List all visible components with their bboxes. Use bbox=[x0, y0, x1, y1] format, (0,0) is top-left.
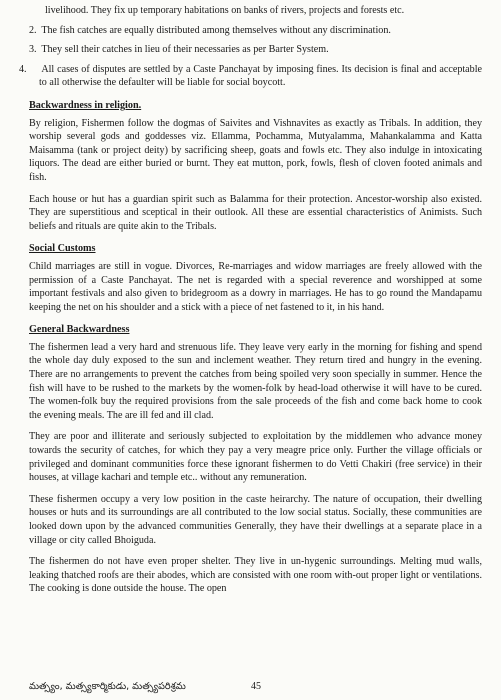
paragraph: Each house or hut has a guardian spirit such as Balamma for their protection. Ancestor-worship also existed. They are superstitious and sceptical in their outlook. All these are essential characteristics of Animists. Such beliefs and rituals are quite akin to the Tribals. bbox=[29, 193, 482, 232]
list-text: All cases of disputes are settled by a Caste Panchayat by imposing fines. Its decision is final and acceptable to all otherwise the defaulter will be liable for social boycott. bbox=[39, 63, 482, 89]
list-number: 3. bbox=[29, 44, 37, 56]
list-item bbox=[29, 43, 482, 57]
paragraph: They are poor and illiterate and seriously subjected to exploitation by the middlemen who advance money towards the security of catches, for which they pay a very meagre price only. Further the village officials or privileged and dominant communities force these ignorant fishermen to do Vetti Chakiri (free service) in their houses, at village kachari and temple etc.. without any remuneration. bbox=[29, 431, 482, 484]
continuation-text: livelihood. They fix up temporary habitations on banks of rivers, projects and forests etc. bbox=[45, 5, 405, 16]
section-heading-social-customs: Social Customs bbox=[29, 243, 96, 255]
list-item bbox=[29, 24, 482, 38]
list-text: They sell their catches in lieu of their necessaries as per Barter System. bbox=[41, 44, 329, 56]
page-footer bbox=[29, 680, 482, 694]
paragraph: By religion, Fishermen follow the dogmas of Saivites and Vishnavites as exactly as Tribals. In addition, they worship several gods and goddesses viz. Ellamma, Pochamma, Mutyalamma, Mahankalamma and Katta Maisamma (tank or project deity) by sacrificing sheep, goats and fowls etc. They also indulge in intoxicating liquors. The dead are either buried or burnt. They eat mutton, pork, fowls, flesh of cloven footed animals and fish. bbox=[29, 117, 482, 183]
list-item bbox=[19, 63, 482, 90]
footer-title: మత్స్యం, మత్స్యకార్మికుడు, మత్స్యపరిశ్రమ bbox=[29, 681, 186, 692]
paragraph: These fishermen occupy a very low position in the caste heirarchy. The nature of occupation, their dwelling houses or huts and its surroundings are all contributed to the low social status. Socially, these communities are looked down upon by the advanced communities Generally, they have their dwellings at a separate place in a village or city called Bhoiguda. bbox=[29, 493, 482, 546]
list-number: 2. bbox=[29, 24, 37, 36]
section-heading-general-backwardness: General Backwardness bbox=[29, 324, 130, 336]
paragraph: The fishermen do not have even proper shelter. They live in un-hygenic surroundings. Melting mud walls, leaking thatched roofs are their abodes, which are consisted with one room with-out proper light or ventilations. The cooking is done outside the house. The open bbox=[29, 556, 482, 595]
list-text: The fish catches are equally distributed among themselves without any discrimination. bbox=[41, 24, 391, 36]
list-number: 4. bbox=[19, 63, 27, 75]
section-heading-religion: Backwardness in religion. bbox=[29, 99, 142, 111]
paragraph: The fishermen lead a very hard and strenuous life. They leave very early in the morning for fishing and spend the whole day duly exposed to the sun and inclement weather. They return tired and hungry in the evening. There are no arrangements to prevent the catches from being spoiled very soon specially in summer. Hence the fish will have to be rushed to the markets by the women-folk by head-load otherwise it will have to be cured. The women-folk buy the required provisions from the sale proceeds of the fish and come back home to cook the evening meals. The are ill fed and ill clad. bbox=[29, 341, 482, 421]
paragraph: Child marriages are still in vogue. Divorces, Re-marriages and widow marriages are freely allowed with the permission of a Caste Panchayat. The net is regarded with a special reverence and worshipped at some important festivals and also given to bridegroom as a dowry in marriages. He has to go round the Mandapamu keeping the net on his shoulder and a stick with a piece of net fastened to it, in his hand. bbox=[29, 260, 482, 313]
page-number: 45 bbox=[251, 681, 261, 692]
